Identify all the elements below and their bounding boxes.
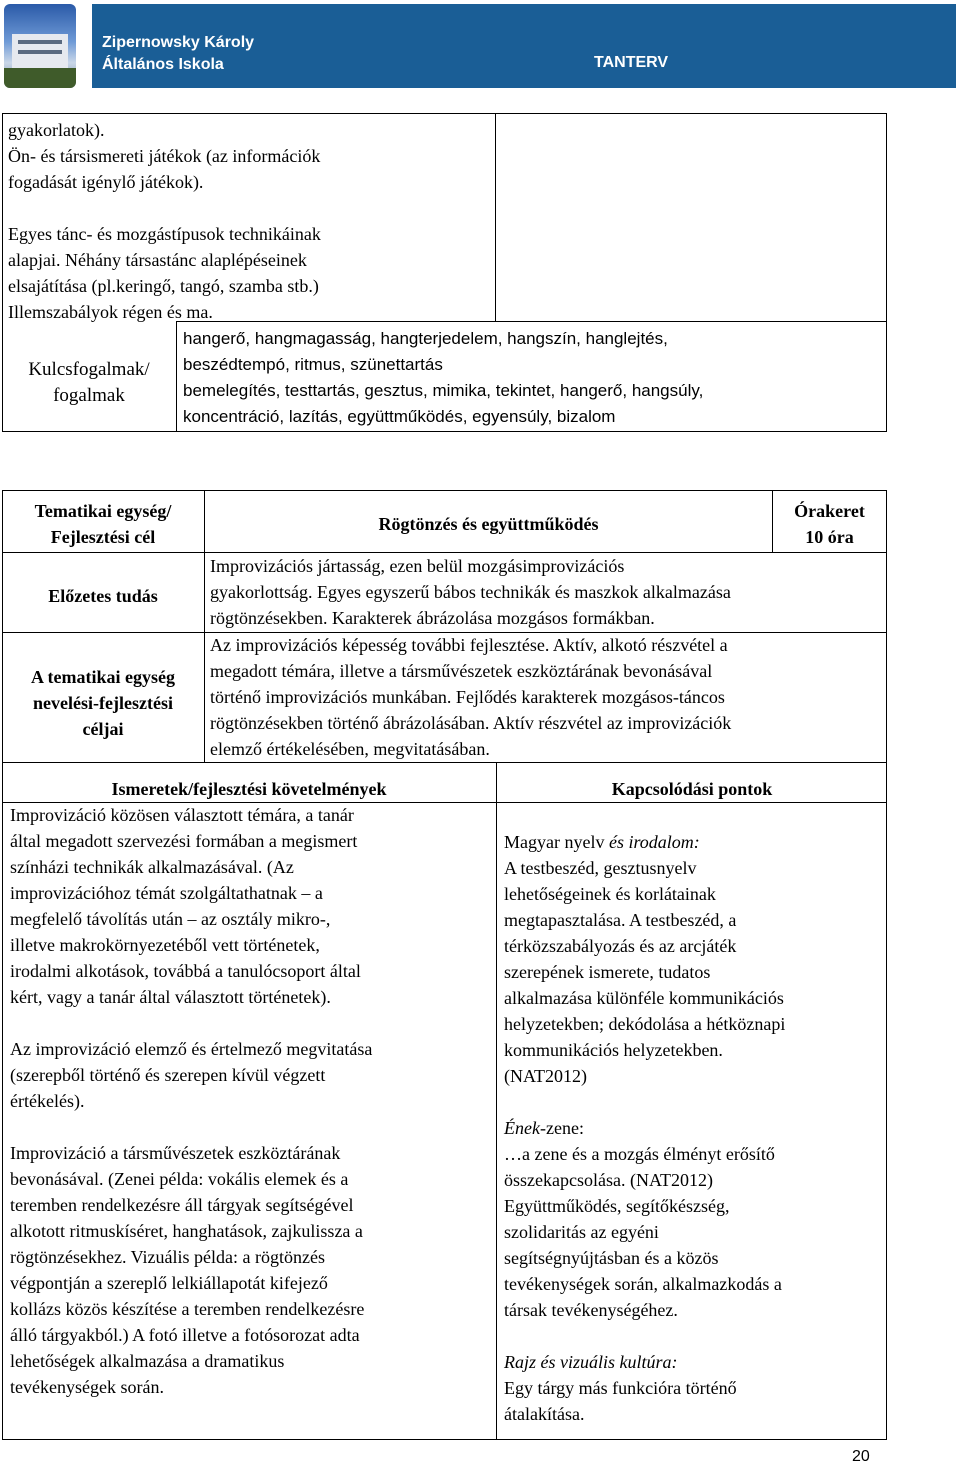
table1-col-divider-top <box>495 113 496 322</box>
key-concepts-text <box>183 326 703 430</box>
unit-label-line1: Tematikai egység/ <box>34 501 172 521</box>
magyar-title <box>504 829 785 855</box>
text-line: fogadását igénylő játékok). <box>8 172 204 192</box>
text-line: rögtönzésekben történő ábrázolásában. Aktív részvétel az improvizációk <box>210 713 732 733</box>
text-line: társak tevékenységéhez. <box>504 1300 678 1320</box>
unit-label <box>2 498 204 550</box>
text-line: …a zene és a mozgás élményt erősítő <box>504 1144 775 1164</box>
text-line <box>10 1114 372 1140</box>
text-line: tevékenységek során. <box>10 1377 164 1397</box>
text-line: alkotott ritmuskíséret, hanghatások, zajkulissza a <box>10 1221 363 1241</box>
text-line: (szerepből történő és szerepen kívül végzett <box>10 1065 326 1085</box>
text-line: (NAT2012) <box>504 1066 587 1086</box>
text-line: kollázs közös készítése a teremben rendelkezésre <box>10 1299 365 1319</box>
text-line: Együttműködés, segítőkészség, <box>504 1196 730 1216</box>
text-line: által megadott szervezési formában a megismert <box>10 831 358 851</box>
text-line: végpontján a szereplő lelkiállapotát kifejező <box>10 1273 328 1293</box>
text-line: történő improvizációs munkában. Fejlődés karakterek mozgásos-táncos <box>210 687 725 707</box>
key-concepts-label-line2: fogalmak <box>53 385 125 406</box>
continued-activities <box>8 117 321 325</box>
hours-value: 10 óra <box>805 527 854 547</box>
school-name <box>102 32 254 76</box>
enek-title-b: -zene: <box>539 1118 584 1138</box>
goals-label-line1: A tematikai egység <box>31 667 175 687</box>
text-line: alapjai. Néhány társastánc alaplépéseinek <box>8 250 307 270</box>
text-line: Improvizáció a társművészetek eszköztárának <box>10 1143 341 1163</box>
text-line: Az improvizációs képesség további fejlesztése. Aktív, alkotó részvétel a <box>210 635 728 655</box>
school-logo <box>4 4 76 88</box>
connections-text <box>504 829 785 1427</box>
text-line: megadott témára, illetve a társművészetek eszköztárának bevonásával <box>210 661 713 681</box>
text-line: átalakítása. <box>504 1404 585 1424</box>
hours-cell <box>772 498 887 550</box>
goals-label-line2: nevelési-fejlesztési <box>33 693 173 713</box>
text-line: kért, vagy a tanár által választott történetek). <box>10 987 331 1007</box>
document-type: TANTERV <box>594 54 669 71</box>
requirements-text <box>10 802 372 1400</box>
text-line: megtapasztalása. A testbeszéd, a <box>504 910 737 930</box>
text-line: teremben rendelkezésre áll tárgyak segítségével <box>10 1195 354 1215</box>
school-name-line1: Zipernowsky Károly <box>102 34 255 51</box>
text-line: elemző értékelésében, megvitatásában. <box>210 739 490 759</box>
text-line: Improvizációs jártasság, ezen belül mozgásimprovizációs <box>210 556 625 576</box>
text-line: bemelegítés, testtartás, gesztus, mimika, tekintet, hangerő, hangsúly, <box>183 381 704 400</box>
school-name-line2: Általános Iskola <box>102 56 224 73</box>
text-line: lehetőségek alkalmazása a dramatikus <box>10 1351 285 1371</box>
text-line: szolidaritás az egyéni <box>504 1222 659 1242</box>
text-line: alkalmazása különféle kommunikációs <box>504 988 784 1008</box>
text-line <box>8 195 321 221</box>
requirements-header: Ismeretek/fejlesztési követelmények <box>111 779 387 799</box>
magyar-title-a: Magyar nyelv <box>504 832 609 852</box>
text-line: összekapcsolása. (NAT2012) <box>504 1170 713 1190</box>
header-banner <box>92 4 956 88</box>
rajz-title: Rajz és vizuális kultúra: <box>504 1352 678 1372</box>
text-line: Improvizáció közösen választott témára, a tanár <box>10 805 354 825</box>
text-line: illetve makrokörnyezetéből vett történetek, <box>10 935 320 955</box>
text-line: álló tárgyakból.) A fotó illetve a fotósorozat adta <box>10 1325 360 1345</box>
text-line: A testbeszéd, gesztusnyelv <box>504 858 697 878</box>
table2-col-req-conn <box>496 762 497 1440</box>
key-concepts-label <box>2 357 176 409</box>
text-line: Egyes tánc- és mozgástípusok technikáinak <box>8 224 321 244</box>
goals-label <box>2 664 204 742</box>
goals-text <box>210 632 731 762</box>
text-line: gyakorlatok). <box>8 120 105 140</box>
key-concepts-label-line1: Kulcsfogalmak/ <box>28 359 150 380</box>
enek-title-a: Ének <box>504 1118 540 1138</box>
goals-label-line3: céljai <box>82 719 124 739</box>
text-line: megfelelő távolítás után – az osztály mikro-, <box>10 909 331 929</box>
connections-header: Kapcsolódási pontok <box>611 779 773 799</box>
enek-title <box>504 1115 785 1141</box>
text-line: gyakorlottság. Egyes egyszerű bábos technikák és maszkok alkalmazása <box>210 582 731 602</box>
hours-label: Órakeret <box>794 501 865 521</box>
text-line: Illemszabályok régen és ma. <box>8 302 213 322</box>
text-line: hangerő, hangmagasság, hangterjedelem, hangszín, hanglejtés, <box>183 329 668 348</box>
text-line: lehetőségeinek és korlátainak <box>504 884 716 904</box>
text-line: tevékenységek során, alkalmazkodás a <box>504 1274 782 1294</box>
text-line <box>10 1010 372 1036</box>
text-line: szerepének ismerete, tudatos <box>504 962 711 982</box>
text-line: térközszabályozás és az arcjáték <box>504 936 737 956</box>
page-number: 20 <box>852 1448 870 1465</box>
table2-row-goals <box>2 762 887 763</box>
text-line: beszédtempó, ritmus, szünettartás <box>183 355 443 374</box>
table1-col-divider-bottom <box>176 321 177 432</box>
text-line: rögtönzésekben. Karakterek ábrázolása mozgásos formákban. <box>210 608 655 628</box>
text-line: kommunikációs helyzetekben. <box>504 1040 723 1060</box>
text-line: Ön- és társismereti játékok (az információk <box>8 146 321 166</box>
text-line: Az improvizáció elemző és értelmező megvitatása <box>10 1039 373 1059</box>
unit-label-line2: Fejlesztési cél <box>50 527 156 547</box>
text-line: bevonásával. (Zenei példa: vokális elemek és a <box>10 1169 349 1189</box>
text-line: rögtönzésekhez. Vizuális példa: a rögtönzés <box>10 1247 325 1267</box>
text-line: elsajátítása (pl.keringő, tangó, szamba stb.) <box>8 276 319 296</box>
text-line: Egy tárgy más funkcióra történő <box>504 1378 737 1398</box>
text-line: irodalmi alkotások, továbbá a tanulócsoport által <box>10 961 361 981</box>
page-header <box>0 0 960 96</box>
text-line: színházi technikák alkalmazásával. (Az <box>10 857 294 877</box>
prior-knowledge-text <box>210 553 731 631</box>
text-line: értékelés). <box>10 1091 85 1111</box>
text-line: helyzetekben; dekódolása a hétköznapi <box>504 1014 786 1034</box>
text-line: segítségnyújtásban és a közös <box>504 1248 719 1268</box>
prior-knowledge-label: Előzetes tudás <box>48 586 158 606</box>
text-line: improvizációhoz témát szolgáltathatnak – a <box>10 883 323 903</box>
unit-title: Rögtönzés és együttműködés <box>378 514 599 534</box>
magyar-title-b: és irodalom: <box>608 832 700 852</box>
text-line: koncentráció, lazítás, együttműködés, egyensúly, bizalom <box>183 407 616 426</box>
